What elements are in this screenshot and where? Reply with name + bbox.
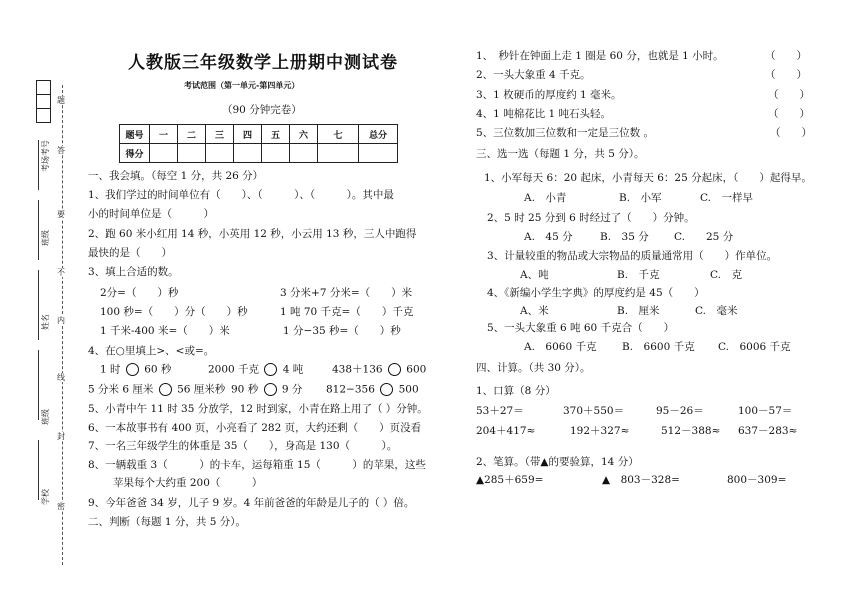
compare-row <box>88 383 225 397</box>
choice-option[interactable]: B. 6600 千克 <box>622 341 695 353</box>
choice-option[interactable]: C. 克 <box>710 269 742 281</box>
subsection-heading: 2、笔算。（带▲的要验算，14 分） <box>476 456 639 468</box>
compare-term: 500 <box>398 383 419 396</box>
score-input[interactable] <box>150 144 178 163</box>
choice-option[interactable]: C. 毫米 <box>695 305 738 317</box>
score-cell: 总分 <box>359 125 398 144</box>
oral-item: 637－283≈ <box>738 425 798 437</box>
choice-question: 3、计量较重的物品或大宗物品的质量通常用（ ）作单位。 <box>487 250 778 262</box>
seal-line <box>62 85 63 565</box>
answer-paren[interactable]: （ ） <box>765 50 807 62</box>
section-heading: 三、选一选（每题 1 分，共 5 分）。 <box>476 148 645 160</box>
seal-mark: 封 <box>57 432 65 441</box>
compare-term: 9 分 <box>281 383 303 396</box>
answer-paren[interactable]: （ ） <box>765 69 807 81</box>
choice-option[interactable]: B. 小军 <box>619 192 662 204</box>
seal-mark: 密 <box>57 502 65 511</box>
id-label: 考场考号 <box>41 140 50 172</box>
compare-term: 4 吨 <box>282 363 304 376</box>
blank-line <box>38 270 39 340</box>
compare-term: 56 厘米秒 <box>177 383 226 396</box>
score-input[interactable] <box>359 144 398 163</box>
class-label: 班级 <box>41 230 50 246</box>
oral-item: 53＋27＝ <box>476 405 524 417</box>
seal-mark: 线 <box>57 373 65 382</box>
choice-option[interactable]: A. 小青 <box>524 192 567 204</box>
answer-paren[interactable]: （ ） <box>770 127 812 139</box>
grade-label: 班级 <box>41 409 50 425</box>
judge-item: 3、1 枚硬币的厚度约 1 毫米。 <box>476 89 622 101</box>
exam-scope: 考试范围（第一单元-第四单元） <box>184 81 300 90</box>
school-label: 学校 <box>41 489 50 505</box>
question-text: 4、在○里填上>、<或=。 <box>88 345 215 357</box>
compare-circle[interactable] <box>264 383 277 396</box>
score-cell: 三 <box>206 125 234 144</box>
exam-time: （90 分钟完卷） <box>222 104 302 116</box>
question-text: 100 秒=（ ）分（ ）秒 <box>100 306 248 318</box>
score-table-score-row <box>120 144 398 163</box>
choice-question: 4、《新编小学生字典》的厚度约是 45（ ） <box>487 287 705 299</box>
question-text: 2分=（ ）秒 <box>100 287 179 299</box>
choice-option[interactable]: A、吨 <box>520 269 549 281</box>
score-input[interactable] <box>290 144 318 163</box>
section-heading: 四、计算。（共 30 分）。 <box>476 362 591 374</box>
id-box <box>36 80 51 95</box>
judge-item: 4、1 吨棉花比 1 吨石头轻。 <box>476 108 612 120</box>
score-table <box>119 124 398 163</box>
choice-option[interactable]: C. 6006 千克 <box>718 341 791 353</box>
score-cell: 题号 <box>120 125 150 144</box>
choice-option[interactable]: A. 6060 千克 <box>524 341 597 353</box>
question-text: 小的时间单位是（ ） <box>88 208 214 220</box>
judge-item: 1、 秒针在钟面上走 1 圈是 60 分，也就是 1 小时。 <box>476 50 724 62</box>
oral-item: 100－57＝ <box>738 405 793 417</box>
question-text: 苹果每个大约重 200（ ） <box>113 477 263 489</box>
oral-item: 95－26＝ <box>656 405 704 417</box>
compare-term: 438＋136 <box>332 363 383 376</box>
seal-mark: 不 <box>57 268 65 277</box>
answer-paren[interactable]: （ ） <box>768 108 810 120</box>
choice-option[interactable]: B. 厘米 <box>617 305 660 317</box>
choice-option[interactable]: A、米 <box>520 305 549 317</box>
compare-term: 600 <box>406 363 427 376</box>
compare-term: 812−356 <box>326 383 375 396</box>
choice-option[interactable]: C. 一样早 <box>700 192 753 204</box>
oral-item: 370＋550＝ <box>563 405 625 417</box>
section-heading: 二、判断（每题 1 分，共 5 分）。 <box>88 516 246 528</box>
compare-circle[interactable] <box>159 383 172 396</box>
id-box <box>36 94 51 109</box>
choice-question: 2、5 时 25 分到 6 时经过了（ ）分钟。 <box>487 212 695 224</box>
question-text: 1 吨 70 千克=（ ）千克 <box>280 306 414 318</box>
score-cell: 六 <box>290 125 318 144</box>
blank-line <box>38 350 39 420</box>
seal-mark: 内 <box>57 316 65 325</box>
compare-circle[interactable] <box>388 363 401 376</box>
question-text: 5、小青中午 11 时 35 分放学，12 时到家，小青在路上用了（ ）分钟。 <box>88 403 428 415</box>
written-item: 800－309= <box>727 474 787 486</box>
score-cell: 五 <box>262 125 290 144</box>
seal-mark: 要 <box>57 210 65 219</box>
choice-option[interactable]: B. 35 分 <box>600 231 649 243</box>
score-cell: 七 <box>318 125 359 144</box>
oral-item: 512－388≈ <box>661 425 721 437</box>
score-input[interactable] <box>234 144 262 163</box>
score-row-label: 得分 <box>120 144 150 163</box>
question-text: 1 分−35 秒=（ ）秒 <box>283 325 401 337</box>
question-text: 3 分米+7 分米=（ ）米 <box>280 287 413 299</box>
score-cell: 四 <box>234 125 262 144</box>
question-text: 1、我们学过的时间单位有（ ）、（ ）、（ ）。其中最 <box>88 189 394 201</box>
seal-mark: 答 <box>57 146 65 155</box>
section-heading: 一、我会填。（每空 1 分，共 26 分） <box>88 170 264 182</box>
question-text: 2、跑 60 米小红用 14 秒，小英用 12 秒，小云用 13 秒，三人中跑得 <box>88 228 417 240</box>
compare-row <box>231 383 302 397</box>
judge-item: 2、一头大象重 4 千克。 <box>476 69 591 81</box>
blank-line <box>38 200 39 260</box>
compare-term: 5 分米 6 厘米 <box>88 383 154 396</box>
compare-row <box>208 363 303 377</box>
oral-item: 204＋417≈ <box>476 425 536 437</box>
score-cell: 二 <box>178 125 206 144</box>
compare-row <box>332 363 426 377</box>
exam-title: 人教版三年级数学上册期中测试卷 <box>128 53 398 73</box>
oral-item: 192＋327≈ <box>570 425 630 437</box>
name-label: 姓名 <box>41 314 50 330</box>
score-cell: 一 <box>150 125 178 144</box>
compare-circle[interactable] <box>380 383 393 396</box>
choice-question: 5、一头大象重 6 吨 60 千克合（ ） <box>487 322 675 334</box>
compare-circle[interactable] <box>264 363 277 376</box>
question-text: 1 千米-400 米=（ ）米 <box>100 325 230 337</box>
choice-option[interactable]: C. 25 分 <box>674 231 734 243</box>
choice-question: 1、小军每天 6：20 起床，小青每天 6：25 分起床，（ ）起得早。 <box>484 172 812 184</box>
answer-paren[interactable]: （ ） <box>768 89 810 101</box>
score-table-header-row <box>120 125 398 144</box>
question-text: 9、今年爸爸 34 岁，儿子 9 岁。4 年前爸爸的年龄是儿子的（ ）倍。 <box>88 497 415 509</box>
written-item: ▲ 803－328= <box>602 474 680 486</box>
question-text: 3、填上合适的数。 <box>88 266 179 278</box>
question-text: 8、一辆载重 3（ ）的卡车，运每箱重 15（ ）的苹果，这些 <box>88 459 426 471</box>
seal-mark: 题 <box>57 96 65 105</box>
choice-option[interactable]: A. 45 分 <box>524 231 573 243</box>
written-item: ▲285＋659= <box>476 474 544 486</box>
choice-option[interactable]: B. 千克 <box>617 269 660 281</box>
compare-term: 90 秒 <box>231 383 259 396</box>
subsection-heading: 1、口算（8 分） <box>476 385 556 397</box>
blank-line <box>38 440 39 500</box>
question-text: 6、一本故事书有 400 页，小亮看了 282 页，大约还剩（ ）页没看 <box>88 422 422 434</box>
question-text: 7、一名三年级学生的体重是 35（ ），身高是 130（ ）。 <box>88 440 398 452</box>
judge-item: 5、三位数加三位数和一定是三位数 。 <box>476 127 655 139</box>
compare-term: 60 秒 <box>144 363 172 376</box>
score-input[interactable] <box>206 144 234 163</box>
compare-term: 2000 千克 <box>208 363 260 376</box>
id-box <box>36 108 51 123</box>
blank-line <box>38 140 39 190</box>
compare-row <box>326 383 419 397</box>
compare-row <box>100 363 171 377</box>
compare-term: 1 时 <box>100 363 121 376</box>
score-input[interactable] <box>178 144 206 163</box>
compare-circle[interactable] <box>126 363 139 376</box>
score-input[interactable] <box>262 144 290 163</box>
question-text: 最快的是（ ） <box>88 247 172 259</box>
score-input[interactable] <box>318 144 359 163</box>
